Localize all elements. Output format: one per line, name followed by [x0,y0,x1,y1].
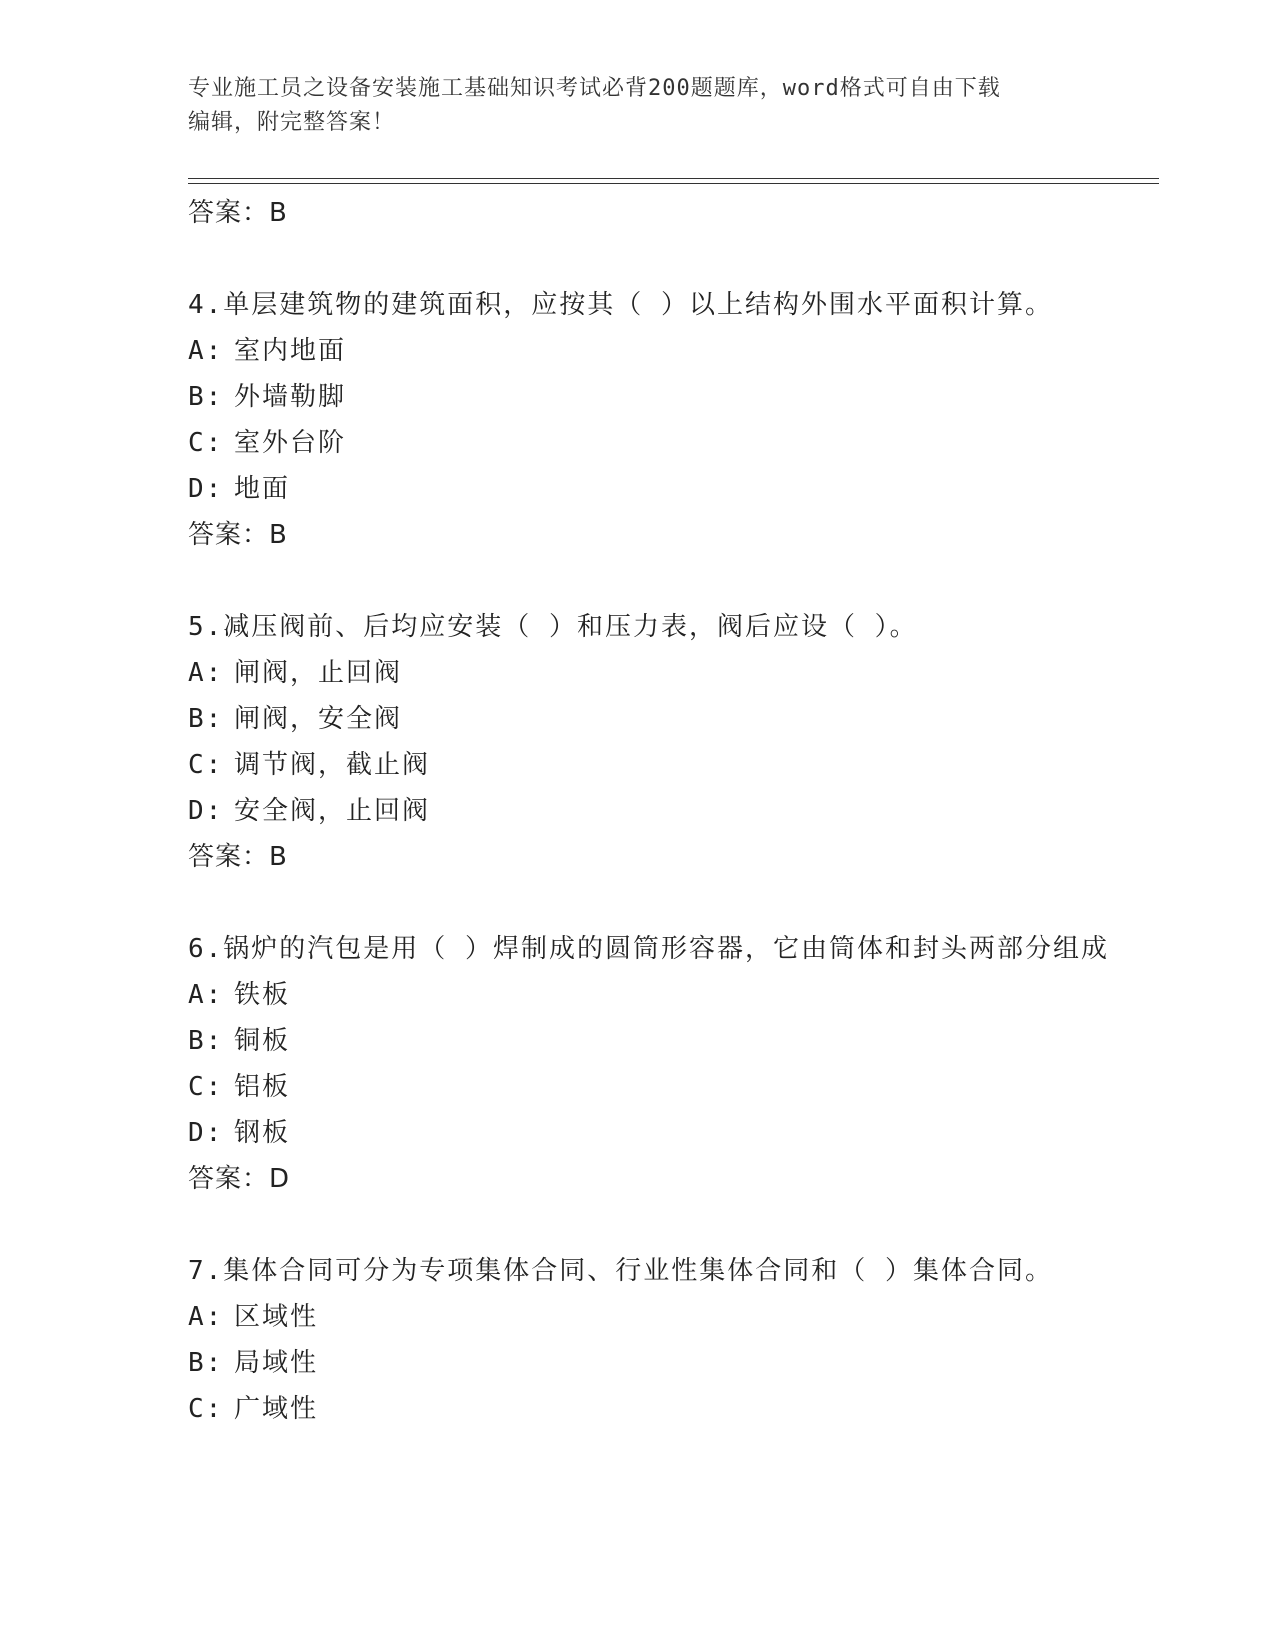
option-a [188,1294,1128,1340]
option-text: 局域性 [234,1348,319,1378]
option-a [188,972,1128,1018]
option-d [188,1110,1128,1156]
option-text: 区域性 [234,1302,319,1332]
question-item [188,604,1128,880]
option-key: B: [188,382,224,412]
option-text: 安全阀，止回阀 [234,796,431,826]
option-key: D: [188,1118,224,1148]
option-text: 广域性 [234,1394,319,1424]
header-divider-top [188,178,1159,179]
option-b [188,1340,1128,1386]
option-key: A: [188,336,224,366]
answer-line: 答案：B [188,520,288,550]
option-key: D: [188,796,224,826]
option-c [188,742,1128,788]
question-item [188,1248,1128,1432]
question-item [188,282,1128,558]
option-key: B: [188,1348,224,1378]
question-stem: 4.单层建筑物的建筑面积，应按其（ ）以上结构外围水平面积计算。 [188,290,1053,320]
option-d [188,466,1128,512]
option-text: 地面 [234,474,291,504]
header-divider-bottom [188,183,1159,184]
option-key: A: [188,980,224,1010]
question-stem: 6.锅炉的汽包是用（ ）焊制成的圆筒形容器，它由筒体和封头两部分组成 [188,934,1109,964]
option-key: C: [188,1072,224,1102]
option-b [188,1018,1128,1064]
option-text: 闸阀，止回阀 [234,658,403,688]
question-item [188,926,1128,1202]
option-key: D: [188,474,224,504]
option-text: 闸阀，安全阀 [234,704,403,734]
document-header [188,72,1088,140]
option-text: 调节阀，截止阀 [234,750,431,780]
option-text: 铜板 [234,1026,291,1056]
option-key: A: [188,658,224,688]
option-key: B: [188,1026,224,1056]
option-text: 铝板 [234,1072,291,1102]
header-line-1: 专业施工员之设备安装施工基础知识考试必背200题题库，word格式可自由下载 [188,76,1001,101]
answer-line: 答案：D [188,1164,291,1194]
option-key: B: [188,704,224,734]
option-c [188,1064,1128,1110]
question-stem: 7.集体合同可分为专项集体合同、行业性集体合同和（ ）集体合同。 [188,1256,1053,1286]
question-list [188,190,1128,1432]
option-b [188,696,1128,742]
option-text: 外墙勒脚 [234,382,347,412]
option-a [188,650,1128,696]
option-text: 室外台阶 [234,428,347,458]
option-key: C: [188,750,224,780]
option-b [188,374,1128,420]
option-key: C: [188,1394,224,1424]
option-c [188,1386,1128,1432]
answer-line: 答案：B [188,198,288,228]
option-key: C: [188,428,224,458]
option-a [188,328,1128,374]
option-text: 室内地面 [234,336,347,366]
option-key: A: [188,1302,224,1332]
header-line-2: 编辑，附完整答案！ [188,110,396,135]
question-stem: 5.减压阀前、后均应安装（ ）和压力表，阀后应设（ ）。 [188,612,918,642]
option-d [188,788,1128,834]
answer-line: 答案：B [188,842,288,872]
option-text: 钢板 [234,1118,291,1148]
option-c [188,420,1128,466]
option-text: 铁板 [234,980,291,1010]
